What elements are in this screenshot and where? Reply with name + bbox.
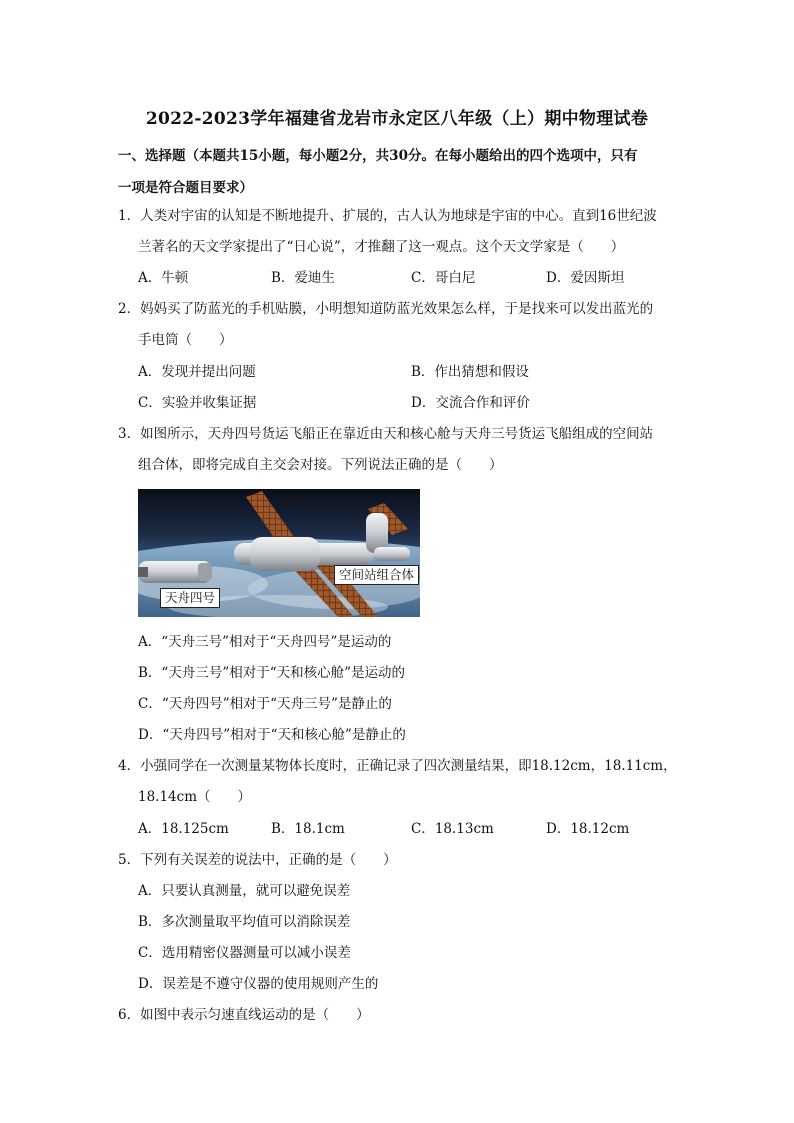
question-number: 5．	[118, 852, 141, 868]
option-d: D．误差是不遵守仪器的使用规则产生的	[138, 976, 379, 992]
option-a: A．牛顿	[138, 270, 189, 286]
question-text-line-1: 妈妈买了防蓝光的手机贴膜，小明想知道防蓝光效果怎么样，于是找来可以发出蓝光的	[140, 301, 654, 317]
figure-label-ship: 天舟四号	[160, 588, 220, 608]
exam-title: 2022-2023学年福建省龙岩市永定区八年级（上）期中物理试卷	[145, 109, 649, 129]
option-b: B．18.1cm	[271, 821, 345, 837]
figure-label-station: 空间站组合体	[334, 565, 419, 585]
question-number: 3．	[118, 426, 141, 442]
option-d: D．18.12cm	[546, 821, 630, 837]
option-d: D．爱因斯坦	[546, 270, 625, 286]
option-a: A．发现并提出问题	[138, 364, 256, 380]
question-1	[118, 201, 683, 263]
question-number: 2．	[118, 301, 141, 317]
option-c: C．“天舟四号”相对于“天舟三号”是静止的	[138, 696, 392, 712]
question-2	[118, 294, 683, 356]
space-station-figure	[138, 489, 420, 617]
section-line-2: 一项是符合题目要求）	[118, 180, 253, 196]
question-text-line-2: 18.14cm（ ）	[138, 789, 252, 805]
question-text-line-1: 小强同学在一次测量某物体长度时，正确记录了四次测量结果，即18.12cm，18.11cm，	[140, 758, 677, 774]
section-line-1: 一、选择题（本题共15小题，每小题2分，共30分。在每小题给出的四个选项中，只有	[118, 148, 638, 164]
question-5	[118, 845, 683, 876]
option-b: B．爱迪生	[271, 270, 335, 286]
question-1-options	[138, 263, 698, 294]
option-a: A．“天舟三号”相对于“天舟四号”是运动的	[138, 634, 392, 650]
option-c: C．哥白尼	[411, 270, 476, 286]
option-a: A．只要认真测量，就可以避免误差	[138, 883, 351, 899]
option-c: C．实验并收集证据	[138, 395, 257, 411]
question-number: 4．	[118, 758, 141, 774]
question-6	[118, 1000, 683, 1031]
option-b: B．“天舟三号”相对于“天和核心舱”是运动的	[138, 665, 406, 681]
question-text-line-1: 如图所示，天舟四号货运飞船正在靠近由天和核心舱与天舟三号货运飞船组成的空间站	[140, 426, 654, 442]
question-text-line-1: 下列有关误差的说法中，正确的是（ ）	[140, 852, 397, 868]
question-number: 6．	[118, 1007, 141, 1023]
option-c: C．18.13cm	[411, 821, 494, 837]
question-3	[118, 419, 683, 481]
question-text-line-2: 兰著名的天文学家提出了“日心说”，才推翻了这一观点。这个天文学家是（ ）	[138, 239, 625, 255]
question-4	[118, 751, 683, 813]
option-d: D．交流合作和评价	[411, 395, 530, 411]
question-text-line-2: 手电筒（ ）	[138, 332, 233, 348]
question-text-line-2: 组合体，即将完成自主交会对接。下列说法正确的是（ ）	[138, 457, 503, 473]
question-4-options	[138, 814, 698, 845]
option-d: D．“天舟四号”相对于“天和核心舱”是静止的	[138, 727, 406, 743]
question-text-line-1: 人类对宇宙的认知是不断地提升、扩展的，古人认为地球是宇宙的中心。直到16世纪波	[140, 208, 657, 224]
section-heading	[118, 140, 688, 204]
question-text-line-1: 如图中表示匀速直线运动的是（ ）	[140, 1007, 370, 1023]
option-b: B．多次测量取平均值可以消除误差	[138, 914, 351, 930]
option-b: B．作出猜想和假设	[411, 364, 529, 380]
question-number: 1．	[118, 208, 141, 224]
option-a: A．18.125cm	[138, 821, 229, 837]
option-c: C．选用精密仪器测量可以减小误差	[138, 945, 351, 961]
